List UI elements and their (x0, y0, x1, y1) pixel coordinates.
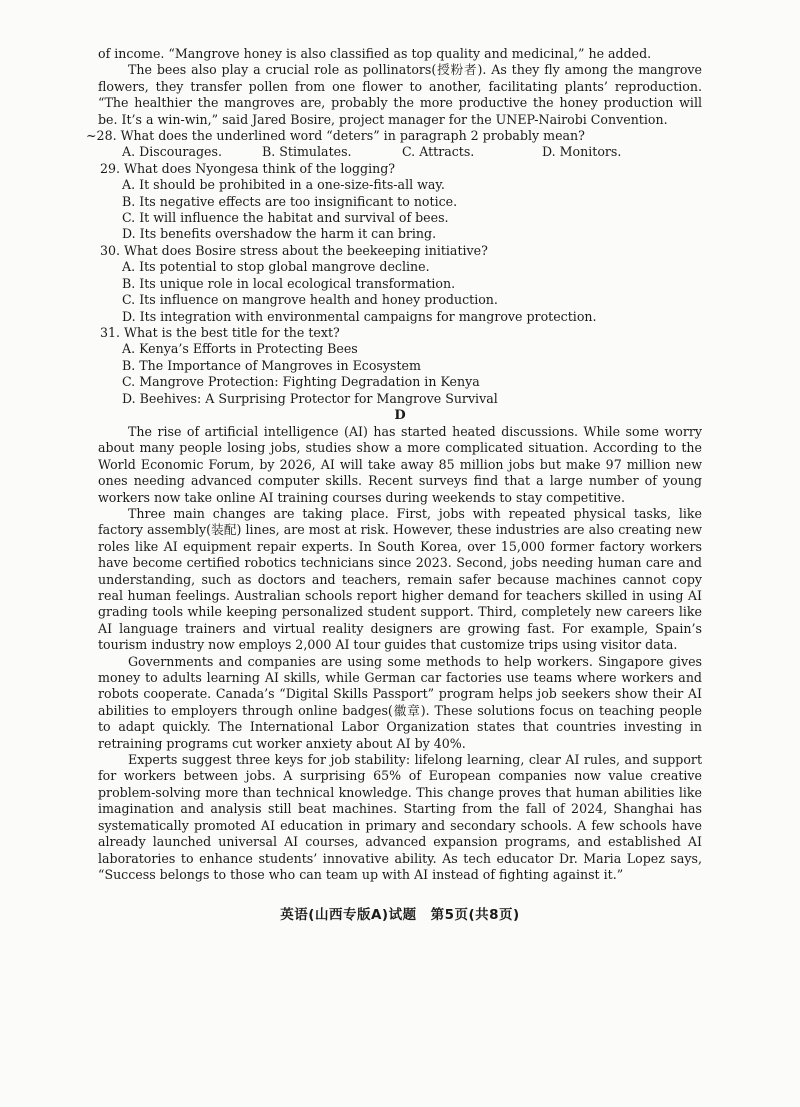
option: B. The Importance of Mangroves in Ecosystem (122, 357, 421, 373)
option: B. Its negative effects are too insignificant to notice. (122, 193, 458, 209)
passage-c-paragraph: The bees also play a crucial role as pollinators(授粉者). As they fly among the mangrove flowers, they transfer pollen from one flower to another, facilitating plants’ reproduction. “The healthier the mangroves are, probably the more productive the honey production will be. It’s a win-win,” said Jared Bosire, project manager for the UNEP-Nairobi Convention. (98, 62, 702, 127)
question-stem: 29. What does Nyongesa think of the logging? (100, 160, 396, 176)
option: B. Its unique role in local ecological transformation. (122, 275, 456, 291)
options-row (122, 144, 702, 160)
option: C. It will influence the habitat and survival of bees. (122, 210, 449, 226)
option: C. Its influence on mangrove health and honey production. (122, 292, 498, 308)
option: C. Mangrove Protection: Fighting Degradation in Kenya (122, 374, 480, 390)
option: D. Its benefits overshadow the harm it can bring. (122, 226, 437, 242)
question-stem: 31. What is the best title for the text? (100, 324, 340, 340)
section-d-paragraph: Governments and companies are using some methods to help workers. Singapore gives money to adults learning AI skills, while German car factories use teams where workers and robots cooperate. Canada’s “Digital Skills Passport” program helps job seekers show their AI abilities to employers through online badges(徽章). These solutions focus on teaching people to adapt quickly. The International Labor Organization states that countries investing in retraining programs cut worker anxiety about AI by 40%. (98, 653, 702, 751)
page-footer: 英语(山西专版A)试题 第5页(共8页) (280, 907, 520, 923)
option: A. It should be prohibited in a one-size-fits-all way. (122, 177, 445, 193)
option: D. Its integration with environmental campaigns for mangrove protection. (122, 308, 597, 324)
option: C. Attracts. (402, 144, 475, 160)
option: A. Kenya’s Efforts in Protecting Bees (122, 341, 358, 357)
option: B. Stimulates. (262, 144, 352, 160)
exam-page (86, 46, 702, 883)
option: D. Beehives: A Surprising Protector for Mangrove Survival (122, 390, 498, 406)
section-d-paragraph: The rise of artificial intelligence (AI) has started heated discussions. While some worry about many people losing jobs, studies show a more complicated situation. According to the World Economic Forum, by 2026, AI will take away 85 million jobs but make 97 million new ones needing advanced computer skills. Recent surveys find that a large number of young workers now take online AI training courses during weekends to stay competitive. (98, 423, 702, 505)
option: D. Monitors. (542, 144, 622, 160)
question-stem: 30. What does Bosire stress about the beekeeping initiative? (100, 242, 488, 258)
question-29 (98, 161, 702, 243)
section-d-heading: D (394, 407, 406, 423)
question-stem: ~28. What does the underlined word “deters” in paragraph 2 probably mean? (86, 128, 585, 144)
section-d-paragraph: Experts suggest three keys for job stability: lifelong learning, clear AI rules, and support for workers between jobs. A surprising 65% of European companies now value creative problem-solving more than technical knowledge. This change proves that human abilities like imagination and analysis still beat machines. Starting from the fall of 2024, Shanghai has systematically promoted AI education in primary and secondary schools. A few schools have already launched universal AI courses, advanced expansion programs, and established AI laboratories to enhance students’ innovative ability. As tech educator Dr. Maria Lopez says, “Success belongs to those who can team up with AI instead of fighting against it.” (98, 752, 702, 882)
question-30 (98, 243, 702, 325)
option: A. Its potential to stop global mangrove decline. (122, 259, 430, 275)
question-31 (98, 325, 702, 407)
passage-c-paragraph: of income. “Mangrove honey is also classified as top quality and medicinal,” he added. (98, 46, 652, 61)
question-28 (86, 128, 702, 161)
option: A. Discourages. (122, 144, 222, 160)
section-d-paragraph: Three main changes are taking place. First, jobs with repeated physical tasks, like factory assembly(装配) lines, are most at risk. However, these industries are also creating new roles like AI equipment repair experts. In South Korea, over 15,000 former factory workers have become certified robotics technicians since 2023. Second, jobs needing human care and understanding, such as doctors and teachers, remain safer because machines cannot copy real human feelings. Australian schools report higher demand for teachers skilled in using AI grading tools while keeping personalized student support. Third, completely new careers like AI language trainers and virtual reality designers are growing fast. For example, Spain’s tourism industry now employs 2,000 AI tour guides that customize trips using visitor data. (98, 505, 702, 653)
